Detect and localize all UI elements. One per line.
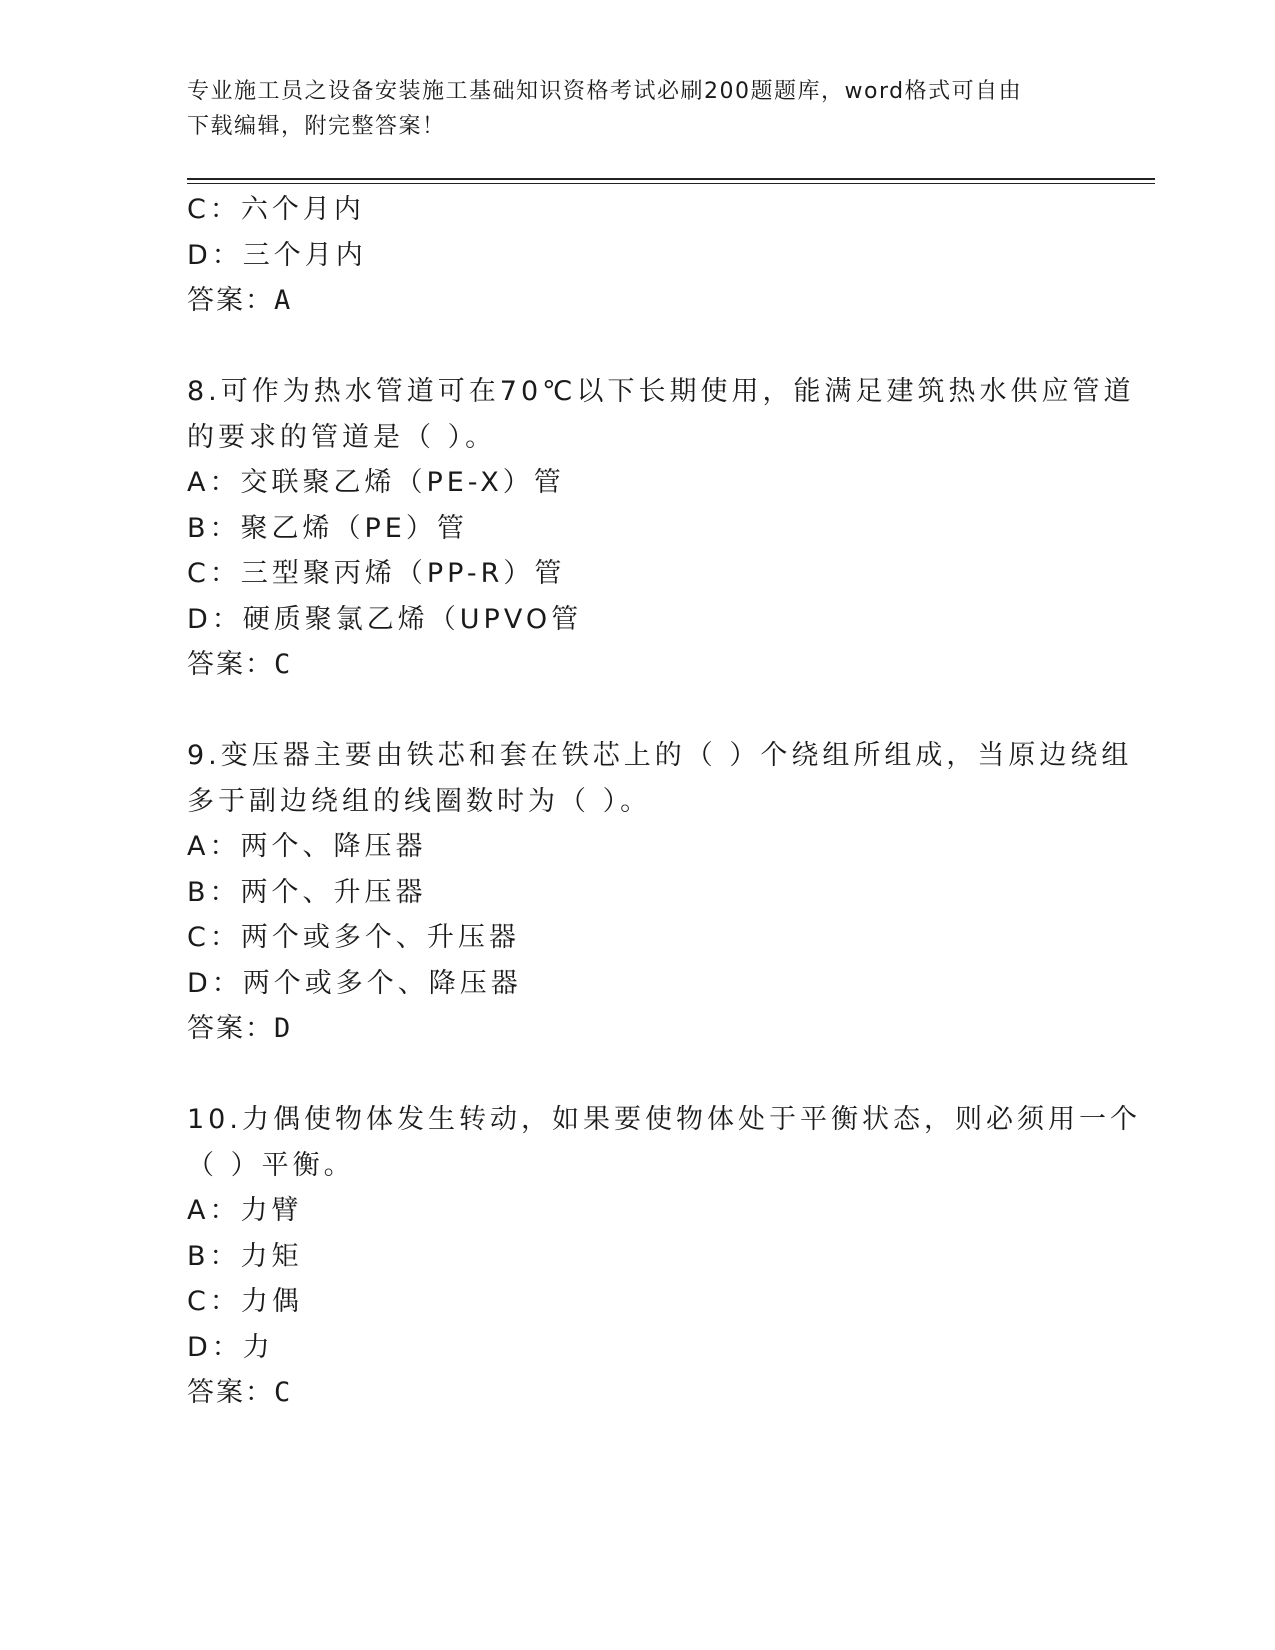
question-stem-line: 9.变压器主要由铁芯和套在铁芯上的（ ）个绕组所组成，当原边绕组 (187, 740, 1133, 771)
option-d: D：三个月内 (187, 239, 367, 271)
option-c: C：两个或多个、升压器 (187, 922, 520, 953)
option-a: A：力臂 (187, 1195, 303, 1226)
question-stem-line: 多于副边绕组的线圈数时为（ ）。 (187, 785, 652, 817)
answer-value: C (274, 1377, 291, 1408)
option-c: C：三型聚丙烯（PP-R）管 (187, 558, 566, 589)
option-c: C：六个月内 (187, 194, 365, 225)
question-list (187, 187, 1141, 1416)
answer-value: C (274, 649, 291, 680)
spacer (187, 1052, 1087, 1098)
answer-line (187, 642, 1087, 688)
answer-value: D (274, 1013, 291, 1044)
question-stem-line: 8.可作为热水管道可在70℃以下长期使用，能满足建筑热水供应管道 (187, 376, 1135, 407)
question-8 (187, 369, 1135, 688)
question-9 (187, 733, 1133, 1052)
option-b: B：聚乙烯（PE）管 (187, 512, 468, 544)
option-a: A：交联聚乙烯（PE-X）管 (187, 467, 565, 498)
option-a: A：两个、降压器 (187, 831, 427, 862)
spacer (187, 688, 1087, 734)
spacer (187, 324, 1087, 370)
option-d: D：力 (187, 1331, 274, 1363)
answer-label: 答案： (187, 1013, 274, 1044)
answer-label: 答案： (187, 285, 274, 316)
option-d: D：两个或多个、降压器 (187, 967, 522, 999)
option-b: B：两个、升压器 (187, 876, 427, 908)
answer-value: A (274, 285, 291, 316)
document-header (187, 74, 1067, 144)
question-10 (187, 1097, 1141, 1416)
answer-label: 答案： (187, 1377, 274, 1408)
question-stem-line: 10.力偶使物体发生转动，如果要使物体处于平衡状态，则必须用一个 (187, 1104, 1141, 1135)
answer-line (187, 1370, 1087, 1416)
answer-label: 答案： (187, 649, 274, 680)
option-c: C：力偶 (187, 1286, 303, 1317)
header-line-1: 专业施工员之设备安装施工基础知识资格考试必刷200题题库，word格式可自由 (187, 79, 1023, 104)
question-stem-line: 的要求的管道是（ ）。 (187, 421, 497, 453)
header-divider-thick (187, 178, 1155, 180)
question-7-continuation (187, 187, 1087, 324)
header-line-2: 下载编辑，附完整答案！ (187, 114, 446, 139)
question-stem-line: （ ）平衡。 (187, 1149, 355, 1181)
answer-line (187, 1006, 1087, 1052)
header-divider-thin (187, 183, 1155, 184)
option-b: B：力矩 (187, 1240, 303, 1272)
answer-line (187, 278, 1087, 324)
option-d: D：硬质聚氯乙烯（UPVO管 (187, 603, 583, 635)
